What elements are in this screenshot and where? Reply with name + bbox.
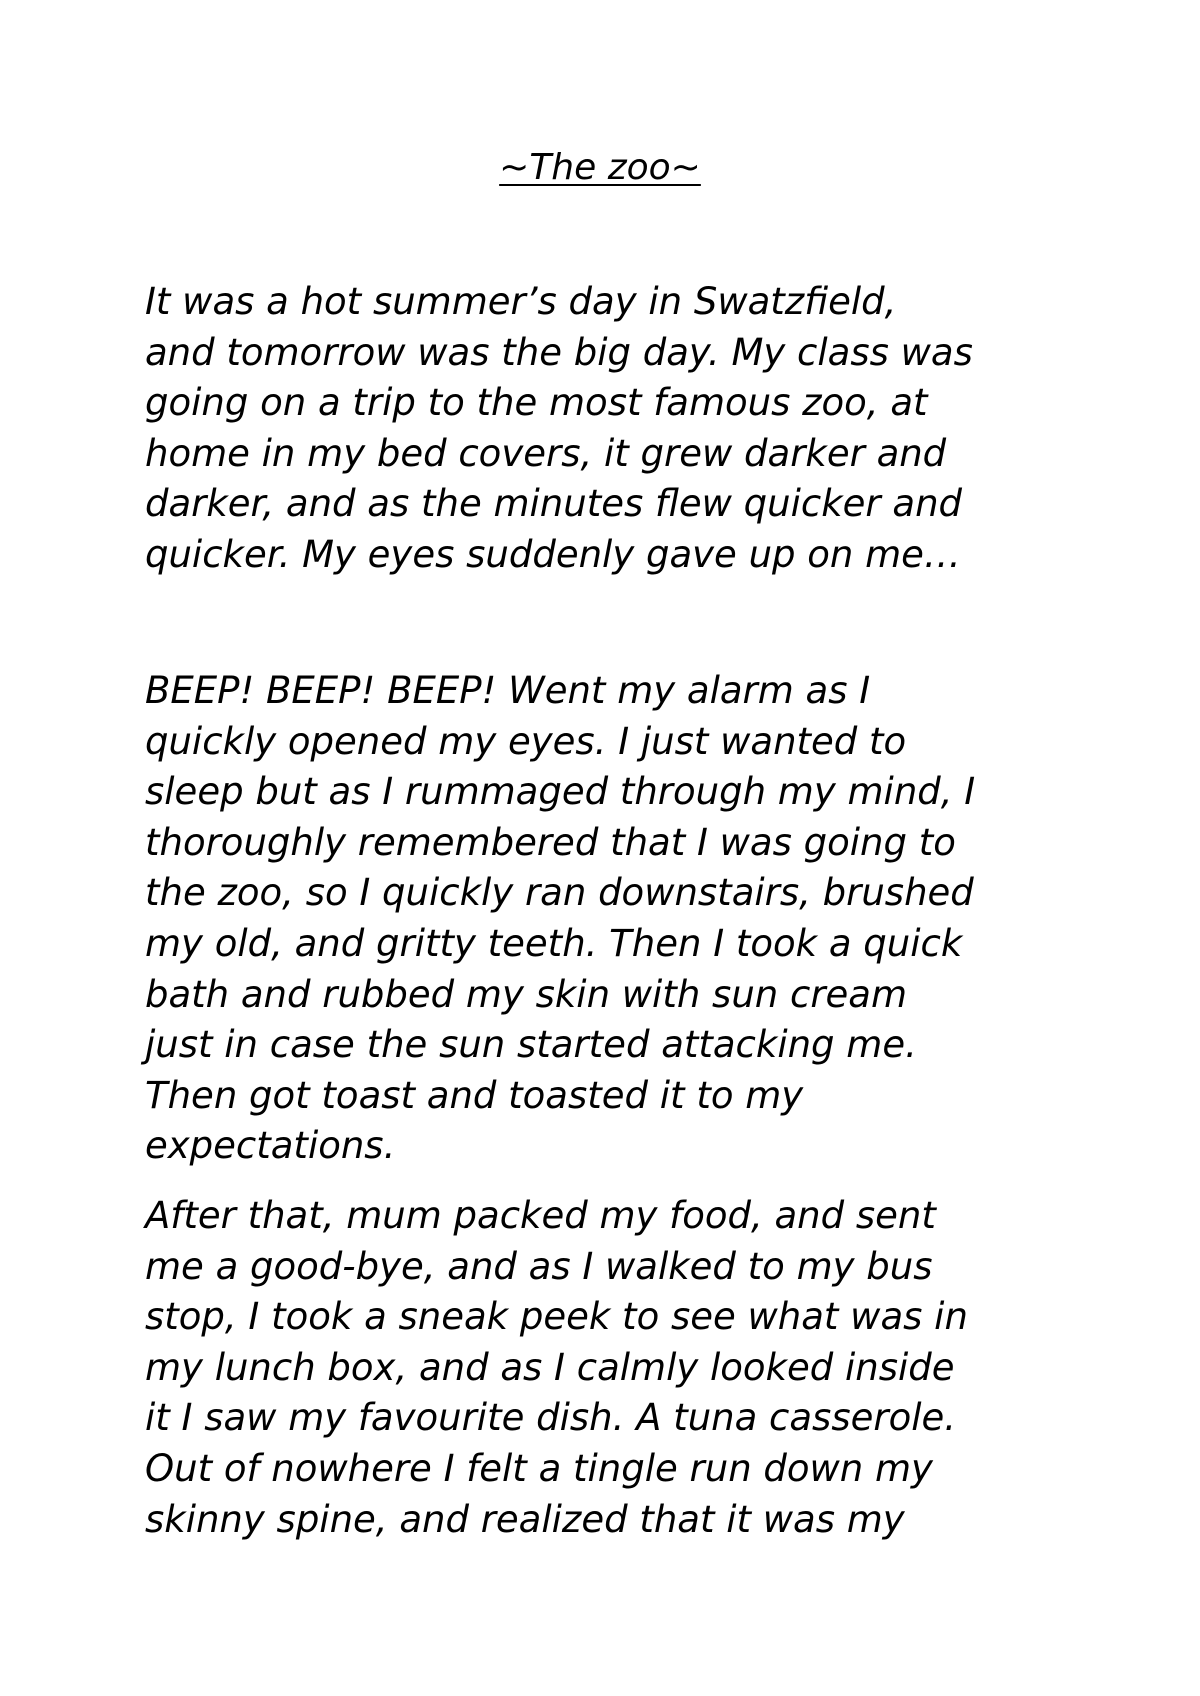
paragraph-line: me a good-bye, and as I walked to my bus — [145, 1244, 933, 1288]
paragraph-bus-stop — [145, 1191, 1105, 1545]
paragraph-line: thoroughly remembered that I was going to — [145, 820, 956, 864]
paragraph-line: the zoo, so I quickly ran downstairs, brushed — [145, 871, 974, 915]
paragraph-line: stop, I took a sneak peek to see what was in — [145, 1295, 968, 1339]
paragraph-line: darker, and as the minutes flew quicker and — [145, 482, 963, 526]
paragraph-line: home in my bed covers, it grew darker and — [145, 431, 947, 475]
paragraph-line: After that, mum packed my food, and sent — [145, 1194, 936, 1237]
paragraph-line: Then got toast and toasted it to my — [145, 1073, 804, 1117]
paragraph-line: Out of nowhere I felt a tingle run down my — [145, 1446, 933, 1490]
paragraph-line: sleep but as I rummaged through my mind, I — [145, 770, 976, 814]
paragraph-line: it I saw my favourite dish. A tuna casserole. — [145, 1396, 957, 1440]
paragraph-line: BEEP! BEEP! BEEP! Went my alarm as I — [145, 669, 871, 712]
paragraph-line: quickly opened my eyes. I just wanted to — [145, 719, 907, 763]
paragraph-line: expectations. — [145, 1124, 396, 1168]
paragraph-line: just in case the sun started attacking me. — [145, 1023, 917, 1067]
paragraph-line: quicker. My eyes suddenly gave up on me… — [145, 532, 961, 576]
paragraph-intro — [145, 277, 1105, 581]
paragraph-line: bath and rubbed my skin with sun cream — [145, 972, 908, 1016]
paragraph-line: my old, and gritty teeth. Then I took a quick — [145, 921, 963, 965]
paragraph-alarm — [145, 666, 1105, 1172]
paragraph-line: and tomorrow was the big day. My class was — [145, 330, 973, 374]
paragraph-line: my lunch box, and as I calmly looked inside — [145, 1345, 955, 1389]
page-title: ~The zoo~ — [499, 147, 701, 188]
paragraph-line: It was a hot summer’s day in Swatzfield, — [145, 280, 897, 323]
paragraph-line: going on a trip to the most famous zoo, at — [145, 381, 928, 425]
paragraph-line: skinny spine, and realized that it was my — [145, 1497, 905, 1541]
